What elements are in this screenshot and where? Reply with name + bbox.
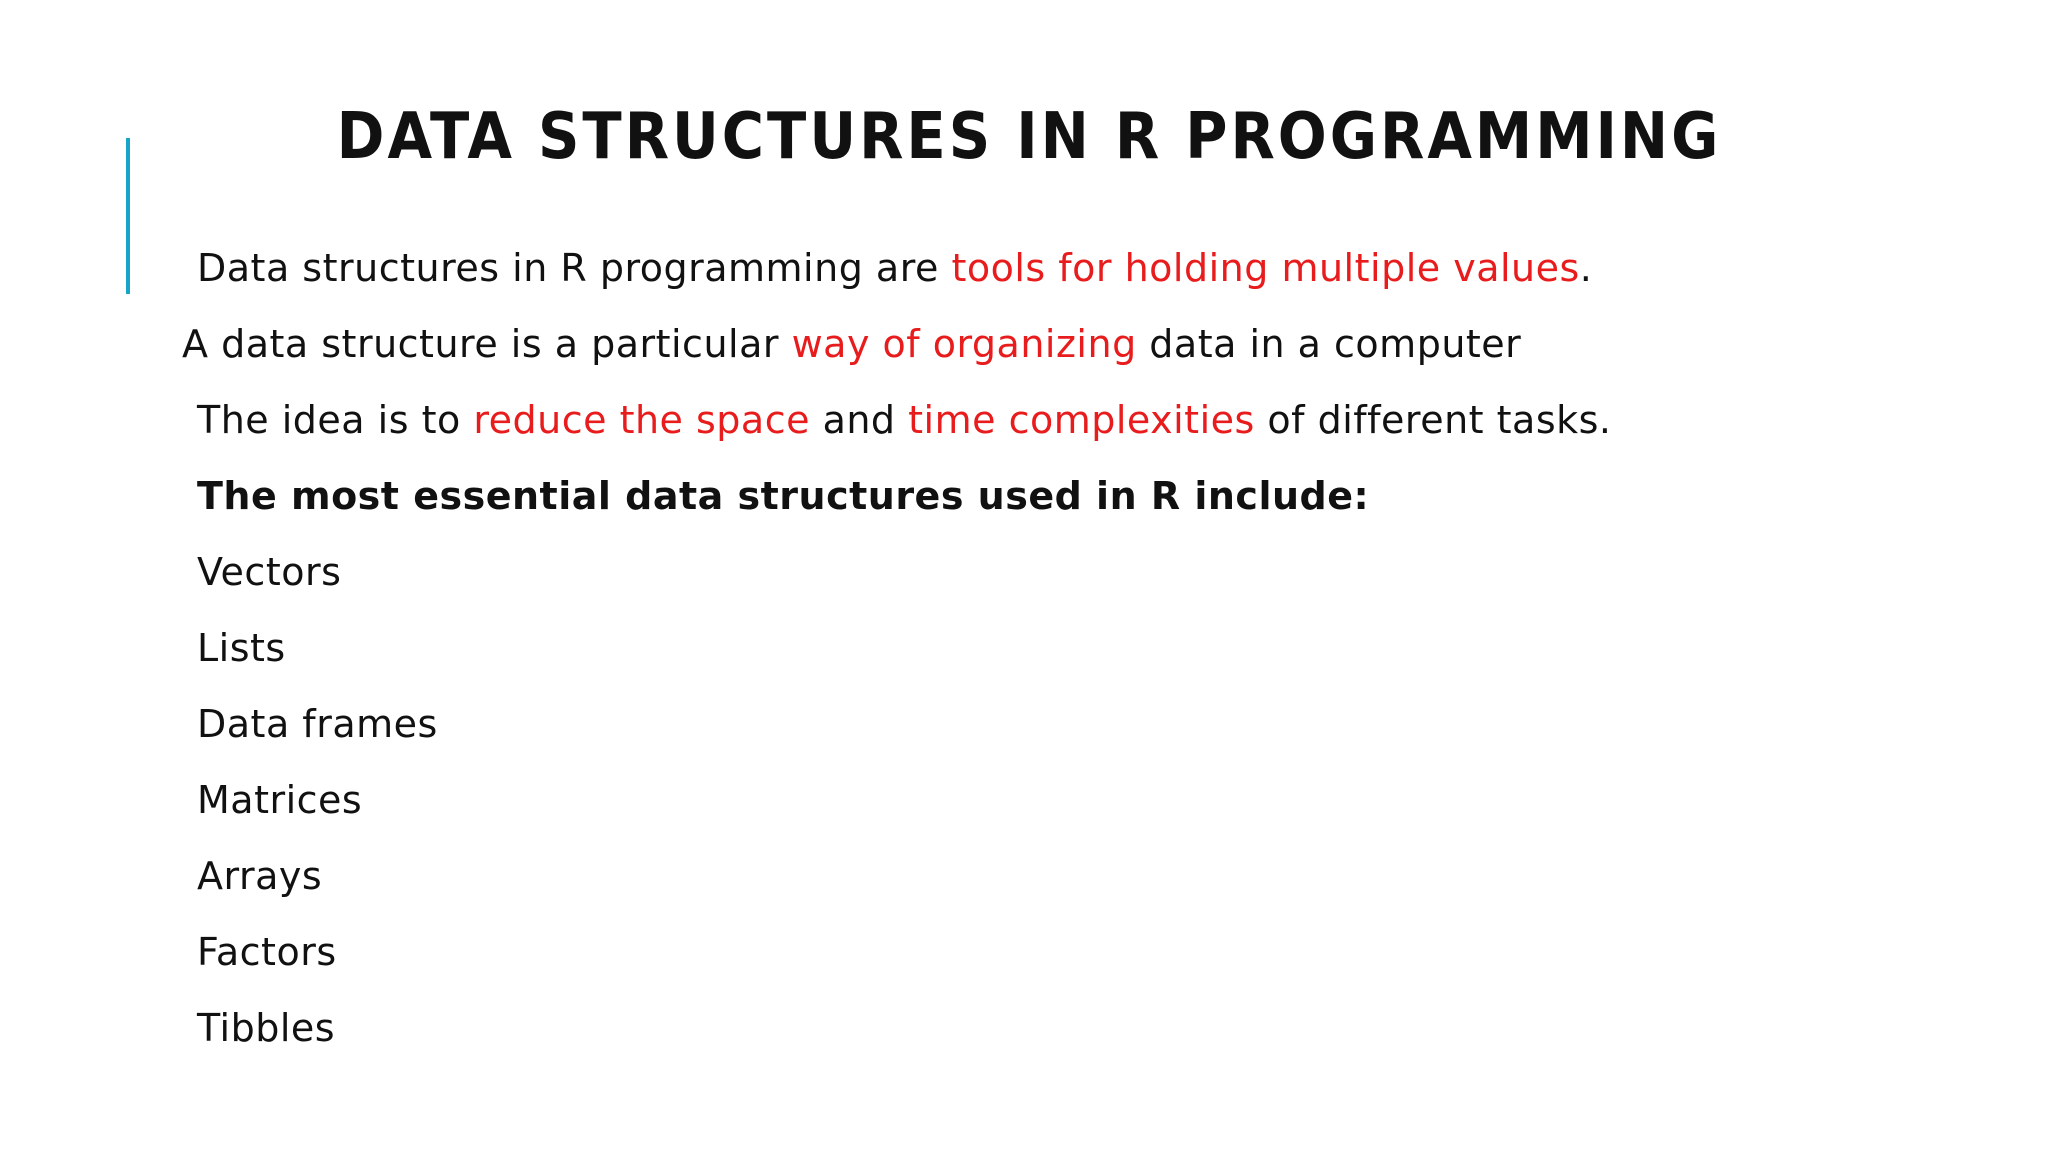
definition-line: [182, 319, 1521, 369]
purpose-line: [197, 395, 1612, 445]
purpose-end: of different tasks.: [1254, 398, 1612, 442]
purpose-mid: and: [809, 398, 909, 442]
list-item-lists: Lists: [197, 626, 286, 670]
slide-title: DATA STRUCTURES IN R PROGRAMMING: [336, 100, 1722, 174]
list-heading: The most essential data structures used in R include:: [197, 474, 1370, 518]
intro-line: [197, 243, 1592, 293]
list-item-matrices: Matrices: [197, 778, 363, 822]
list-item-vectors: Vectors: [197, 550, 342, 594]
list-item-arrays: Arrays: [197, 854, 323, 898]
definition-end: data in a computer: [1136, 322, 1522, 366]
definition-text: A data structure is a particular: [182, 322, 792, 366]
purpose-highlight-time: time complexities: [908, 398, 1255, 442]
purpose-highlight-space: reduce the space: [473, 398, 810, 442]
intro-highlight: tools for holding multiple values: [951, 246, 1580, 290]
definition-highlight: way of organizing: [791, 322, 1137, 366]
list-item-tibbles: Tibbles: [197, 1006, 336, 1050]
list-item-factors: Factors: [197, 930, 337, 974]
intro-text: Data structures in R programming are: [197, 246, 952, 290]
purpose-text: The idea is to: [197, 398, 474, 442]
intro-end: .: [1579, 246, 1593, 290]
list-item-data-frames: Data frames: [197, 702, 438, 746]
